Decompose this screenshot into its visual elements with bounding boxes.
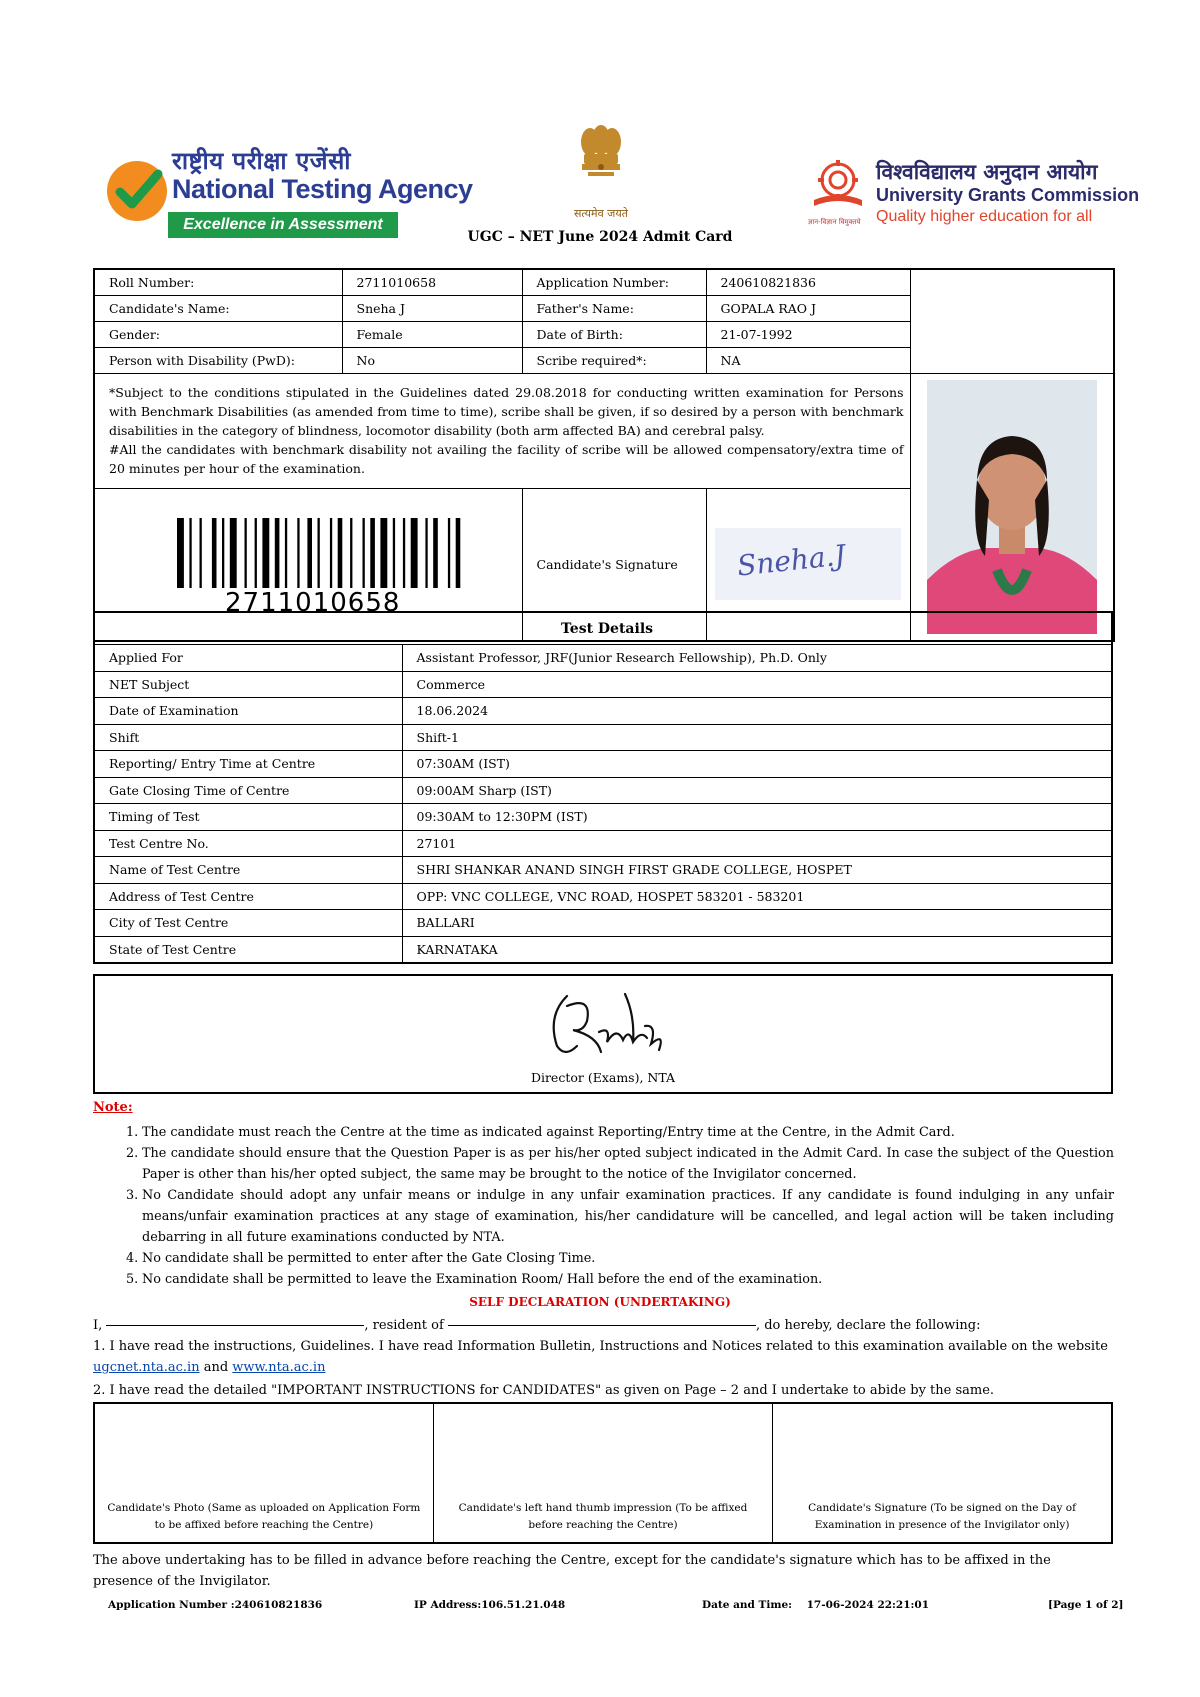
decl-text-b: , resident of	[364, 1318, 448, 1333]
barcode-bar	[230, 518, 237, 588]
roll-number-label: Roll Number:	[94, 269, 342, 296]
list-item: 3. No Candidate should adopt any unfair means or indulge in any unfair examination practices. If any candidate is found indulging in any unfair means/unfair examination practices at any stage of examination, his/her candidature will be cancelled, and legal action will be taken including debarring in all future examinations conducted by NTA.	[126, 1188, 1114, 1245]
row-value: OPP: VNC COLLEGE, VNC ROAD, HOSPET 583201 - 583201	[402, 883, 1112, 910]
table-row	[94, 645, 1112, 672]
gender-value: Female	[342, 322, 522, 348]
note-text: The candidate must reach the Centre at the time as indicated against Reporting/Entry time at the Centre, in the Admit Card.	[142, 1125, 955, 1140]
undertaking-note: The above undertaking has to be filled in advance before reaching the Centre, except for the candidate's signature which has to be affixed in the presence of the Invigilator.	[93, 1553, 1051, 1589]
table-row	[94, 751, 1112, 778]
note-text: No Candidate should adopt any unfair means or indulge in any unfair examination practices. If any candidate is found indulging in any unfair means/unfair examination practices at any stage of examination, his/her candidature will be cancelled, and legal action will be taken including debarring in all future examinations conducted by NTA.	[142, 1188, 1114, 1245]
row-value: BALLARI	[402, 910, 1112, 937]
photo-box: Candidate's Photo (Same as uploaded on Application Form to be affixed before reaching the Centre)	[94, 1403, 433, 1543]
row-value: 18.06.2024	[402, 698, 1112, 725]
emblem-motto: सत्यमेव जयते	[573, 207, 628, 220]
list-item: 2. The candidate should ensure that the Question Paper is as per his/her opted subject indicated in the Admit Card. In case the subject of the Question Paper is other than his/her opted subject, the same may be brought to the notice of the Invigilator concerned.	[126, 1146, 1114, 1182]
signature-box: Candidate's Signature (To be signed on the Day of Examination in presence of the Invigilator only)	[773, 1403, 1112, 1543]
row-value: Shift-1	[402, 724, 1112, 751]
barcode-bar	[245, 518, 247, 588]
table-row	[94, 671, 1112, 698]
row-label: City of Test Centre	[94, 910, 402, 937]
row-label: Reporting/ Entry Time at Centre	[94, 751, 402, 778]
row-value: KARNATAKA	[402, 936, 1112, 963]
row-label: Test Centre No.	[94, 830, 402, 857]
candidate-photo	[910, 374, 1114, 642]
table-row	[94, 698, 1112, 725]
nta-tagline: Excellence in Assessment	[168, 212, 398, 238]
table-row	[94, 830, 1112, 857]
footer-date-time: Date and Time: 17-06-2024 22:21:01	[702, 1599, 930, 1611]
thumb-impression-box: Candidate's left hand thumb impression (To be affixed before reaching the Centre)	[433, 1403, 772, 1543]
list-item: 1. The candidate must reach the Centre at the time as indicated against Reporting/Entry time at the Centre, in the Admit Card.	[126, 1125, 955, 1140]
barcode-bar	[370, 518, 375, 588]
footer-ip-address: IP Address:106.51.21.048	[414, 1599, 566, 1611]
test-details-heading: Test Details	[94, 612, 1112, 645]
barcode-bar	[448, 518, 450, 588]
row-label: Name of Test Centre	[94, 857, 402, 884]
notes-list	[126, 1122, 1114, 1290]
dob-label: Date of Birth:	[522, 322, 706, 348]
barcode-bar	[380, 518, 387, 588]
gender-label: Gender:	[94, 322, 342, 348]
row-label: Shift	[94, 724, 402, 751]
decl-text-c: , do hereby, declare the following:	[755, 1318, 981, 1333]
application-number-value: 240610821836	[706, 269, 910, 296]
barcode-bar	[363, 518, 365, 588]
and-text: and	[199, 1360, 233, 1375]
candidate-name-label: Candidate's Name:	[94, 296, 342, 322]
note-text: No candidate shall be permitted to enter after the Gate Closing Time.	[142, 1251, 596, 1266]
candidate-signature-label: Candidate's Signature	[522, 488, 706, 641]
declaration-point-1	[93, 1336, 1113, 1378]
application-number-label: Application Number:	[522, 269, 706, 296]
ugcnet-link[interactable]: ugcnet.nta.ac.in	[93, 1360, 200, 1375]
director-signature-box	[93, 974, 1113, 1094]
nta-hindi-name: राष्ट्रीय परीक्षा एजेंसी	[172, 147, 352, 175]
director-label: Director (Exams), NTA	[530, 1070, 676, 1085]
row-label: Address of Test Centre	[94, 883, 402, 910]
row-value: 27101	[402, 830, 1112, 857]
row-label: State of Test Centre	[94, 936, 402, 963]
scribe-label: Scribe required*:	[522, 348, 706, 374]
table-row	[94, 804, 1112, 831]
row-value: SHRI SHANKAR ANAND SINGH FIRST GRADE COLLEGE, HOSPET	[402, 857, 1112, 884]
candidate-name-value: Sneha J	[342, 296, 522, 322]
row-value: 09:00AM Sharp (IST)	[402, 777, 1112, 804]
barcode-bar	[255, 518, 257, 588]
name-blank[interactable]	[106, 1325, 364, 1326]
document-title: UGC – NET June 2024 Admit Card	[467, 229, 733, 245]
photo-top-cell	[910, 269, 1114, 374]
declaration-line	[93, 1315, 1113, 1336]
footer-page-number: [Page 1 of 2]	[1048, 1599, 1124, 1611]
note-text: No candidate shall be permitted to leave the Examination Room/ Hall before the end of the examination.	[142, 1272, 823, 1287]
barcode-bar	[307, 518, 312, 588]
roll-number-value: 2711010658	[342, 269, 522, 296]
self-declaration-heading: SELF DECLARATION (UNDERTAKING)	[469, 1295, 731, 1309]
ugc-tagline: Quality higher education for all	[876, 208, 1093, 225]
row-label: Applied For	[94, 645, 402, 672]
barcode-bar	[262, 518, 269, 588]
table-row	[94, 777, 1112, 804]
barcode-bar	[411, 518, 418, 588]
row-value: 09:30AM to 12:30PM (IST)	[402, 804, 1112, 831]
barcode-bar	[297, 518, 299, 588]
scribe-note-2: #All the candidates with benchmark disability not availing the facility of scribe will be allowed compensatory/extra time of 20 minutes per hour of the examination.	[109, 442, 904, 477]
note-label: Note:	[93, 1100, 133, 1115]
barcode-icon	[177, 518, 477, 588]
barcode-bar	[350, 518, 352, 588]
ugc-logo-icon	[806, 154, 870, 218]
ugc-hindi-name: विश्वविद्यालय अनुदान आयोग	[876, 160, 1098, 184]
list-item: 5. No candidate shall be permitted to leave the Examination Room/ Hall before the end of the examination.	[126, 1272, 823, 1287]
row-label: NET Subject	[94, 671, 402, 698]
father-name-label: Father's Name:	[522, 296, 706, 322]
table-row	[94, 857, 1112, 884]
ugc-motto: ज्ञान-विज्ञान विमुक्तये	[808, 218, 861, 226]
scribe-note	[94, 374, 910, 489]
note-text: The candidate should ensure that the Question Paper is as per his/her opted subject indicated in the Admit Card. In case the subject of the Question Paper is other than his/her opted subject, the same may be brought to the notice of the Invigilator concerned.	[142, 1146, 1114, 1182]
director-signature-icon	[537, 986, 677, 1066]
table-row	[94, 936, 1112, 963]
barcode-bar	[189, 518, 191, 588]
candidate-signature-image	[715, 528, 901, 600]
ugc-english-name: University Grants Commission	[876, 185, 1140, 205]
candidate-signature-text: Sneha.J	[735, 538, 847, 583]
dob-value: 21-07-1992	[706, 322, 910, 348]
declaration-point-2: 2. I have read the detailed "IMPORTANT INSTRUCTIONS for CANDIDATES" as given on Page – 2 and I undertake to abide by the same.	[93, 1383, 995, 1398]
barcode-bar	[200, 518, 202, 588]
pwd-label: Person with Disability (PwD):	[94, 348, 342, 374]
barcode-bar	[212, 518, 217, 588]
table-row	[94, 910, 1112, 937]
decl-text-a: I,	[93, 1318, 107, 1333]
barcode-bar	[330, 518, 332, 588]
barcode-bar	[222, 518, 224, 588]
row-label: Date of Examination	[94, 698, 402, 725]
row-label: Gate Closing Time of Centre	[94, 777, 402, 804]
barcode-bar	[318, 518, 320, 588]
barcode-bar	[403, 518, 405, 588]
candidate-details-table	[93, 268, 1115, 642]
row-value: Assistant Professor, JRF(Junior Research Fellowship), Ph.D. Only	[402, 645, 1112, 672]
nta-logo-icon	[104, 158, 170, 224]
scribe-note-1: *Subject to the conditions stipulated in the Guidelines dated 29.08.2018 for conducting written examination for Persons with Benchmark Disabilities (as amended from time to time), scribe shall be given, if so desired by a person with benchmark disabilities in the category of blindness, locomotor disability (both arm affected BA) and cerebral palsy.	[109, 385, 904, 439]
barcode-bar	[433, 518, 438, 588]
barcode-bar	[285, 518, 287, 588]
table-row	[94, 724, 1112, 751]
row-value: Commerce	[402, 671, 1112, 698]
pwd-value: No	[342, 348, 522, 374]
nta-english-name: National Testing Agency	[172, 174, 473, 204]
barcode-bar	[425, 518, 427, 588]
address-blank[interactable]	[448, 1325, 756, 1326]
national-emblem-icon	[576, 122, 626, 206]
candidate-photo-image	[927, 380, 1097, 634]
footer-application-number: Application Number :240610821836	[108, 1599, 323, 1611]
list-item: 4. No candidate shall be permitted to enter after the Gate Closing Time.	[126, 1251, 596, 1266]
barcode-bar	[456, 518, 461, 588]
barcode-number: 2711010658	[225, 588, 401, 619]
barcode-bar	[393, 518, 395, 588]
table-row	[94, 883, 1112, 910]
barcode-bar	[338, 518, 343, 588]
scribe-value: NA	[706, 348, 910, 374]
nta-link[interactable]: www.nta.ac.in	[232, 1360, 326, 1375]
barcode-bar	[177, 518, 184, 588]
row-label: Timing of Test	[94, 804, 402, 831]
undertaking-boxes	[93, 1402, 1113, 1544]
test-details-table	[93, 611, 1113, 964]
barcode-bar	[275, 518, 280, 588]
row-value: 07:30AM (IST)	[402, 751, 1112, 778]
father-name-value: GOPALA RAO J	[706, 296, 910, 322]
point-1-text: 1. I have read the instructions, Guidelines. I have read Information Bulletin, Instructions and Notices related to this examination available on the website	[93, 1339, 1108, 1354]
